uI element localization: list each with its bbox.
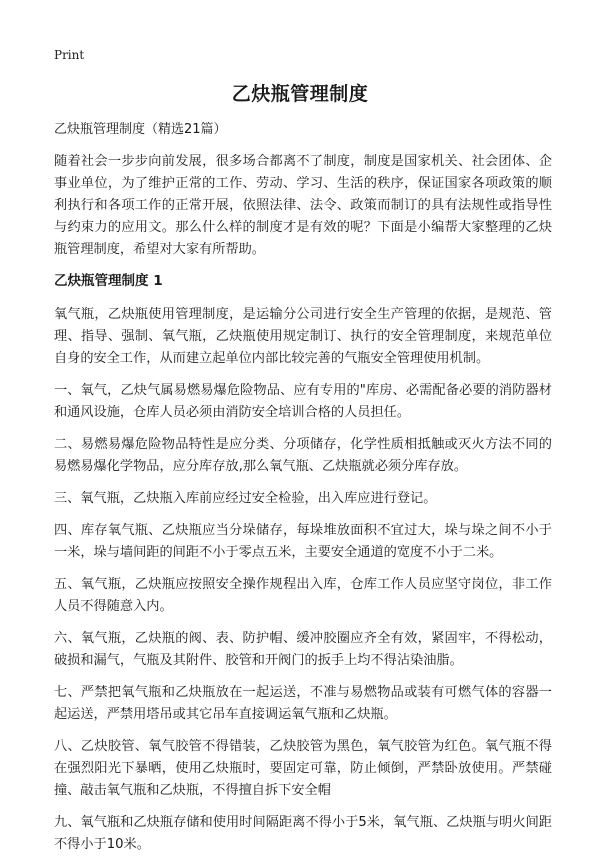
document-subtitle: 乙炔瓶管理制度（精选21篇）: [54, 122, 227, 137]
paragraph: 四、库存氧气瓶、乙炔瓶应当分垛储存，每垛堆放面积不宜过大，垛与垛之间不小于一米，垛与墙间距的间距不小于零点五米，主要安全通道的宽度不小于二米。: [54, 523, 552, 560]
document-title: 乙炔瓶管理制度: [231, 83, 369, 105]
document-body: [54, 120, 552, 866]
section-heading: 乙炔瓶管理制度 1: [54, 273, 163, 289]
paragraph: 三、氧气瓶，乙炔瓶入库前应经过安全检验，出入库应进行登记。: [54, 491, 437, 506]
paragraph: 一、氧气，乙炔气属易燃易爆危险物品、应有专用的"库房、必需配备必要的消防器材和通风设施，仓库人员必须由消防安全培训合格的人员担任。: [54, 383, 552, 420]
print-link[interactable]: Print: [54, 48, 85, 62]
intro-paragraph: 随着社会一步步向前发展，很多场合都离不了制度，制度是国家机关、社会团体、企事业单位，为了维护正常的工作、劳动、学习、生活的秩序，保证国家各项政策的顺利执行和各项工作的正常开展，依照法律、法令、政策而制订的具有法规性或指导性与约束力的应用文。那么什么样的制度才是有效的呢？下面是小编帮大家整理的乙炔瓶管理制度，希望对大家有所帮助。: [54, 154, 552, 257]
paragraph: 七、严禁把氧气瓶和乙炔瓶放在一起运送，不准与易燃物品或装有可燃气体的容器一起运送，严禁用塔吊或其它吊车直接调运氧气瓶和乙炔瓶。: [54, 685, 552, 722]
paragraph: 六、氧气瓶，乙炔瓶的阀、表、防护帽、缓冲胶圈应齐全有效，紧固牢，不得松动，破损和漏气，气瓶及其附件、胶管和开阀门的扳手上均不得沾染油脂。: [54, 631, 552, 668]
paragraph: 八、乙炔胶管、氧气胶管不得错装，乙炔胶管为黑色，氧气胶管为红色。氧气瓶不得在强烈阳光下暴晒，使用乙炔瓶时，要固定可靠，防止倾倒，严禁卧放使用。严禁碰撞、敲击氧气瓶和乙炔瓶，不得擅自拆下安全帽: [54, 739, 552, 798]
paragraph: 九、氧气瓶和乙炔瓶存储和使用时间隔距离不得小于5米，氧气瓶、乙炔瓶与明火间距不得小于10米。: [54, 815, 552, 852]
paragraph: 氧气瓶，乙炔瓶使用管理制度，是运输分公司进行安全生产管理的依据，是规范、管理、指导、强制、氧气瓶，乙炔瓶使用规定制订、执行的安全管理制度，来规范单位自身的安全工作，从而建立起单位内部比较完善的气瓶安全管理使用机制。: [54, 307, 552, 366]
paragraph: 五、氧气瓶，乙炔瓶应按照安全操作规程出入库，仓库工作人员应坚守岗位，非工作人员不得随意入内。: [54, 577, 552, 614]
paragraph: 二、易燃易爆危险物品特性是应分类、分项储存，化学性质相抵触或灭火方法不同的易燃易爆化学物品，应分库存放,那么氧气瓶、乙炔瓶就必须分库存放。: [54, 437, 552, 474]
